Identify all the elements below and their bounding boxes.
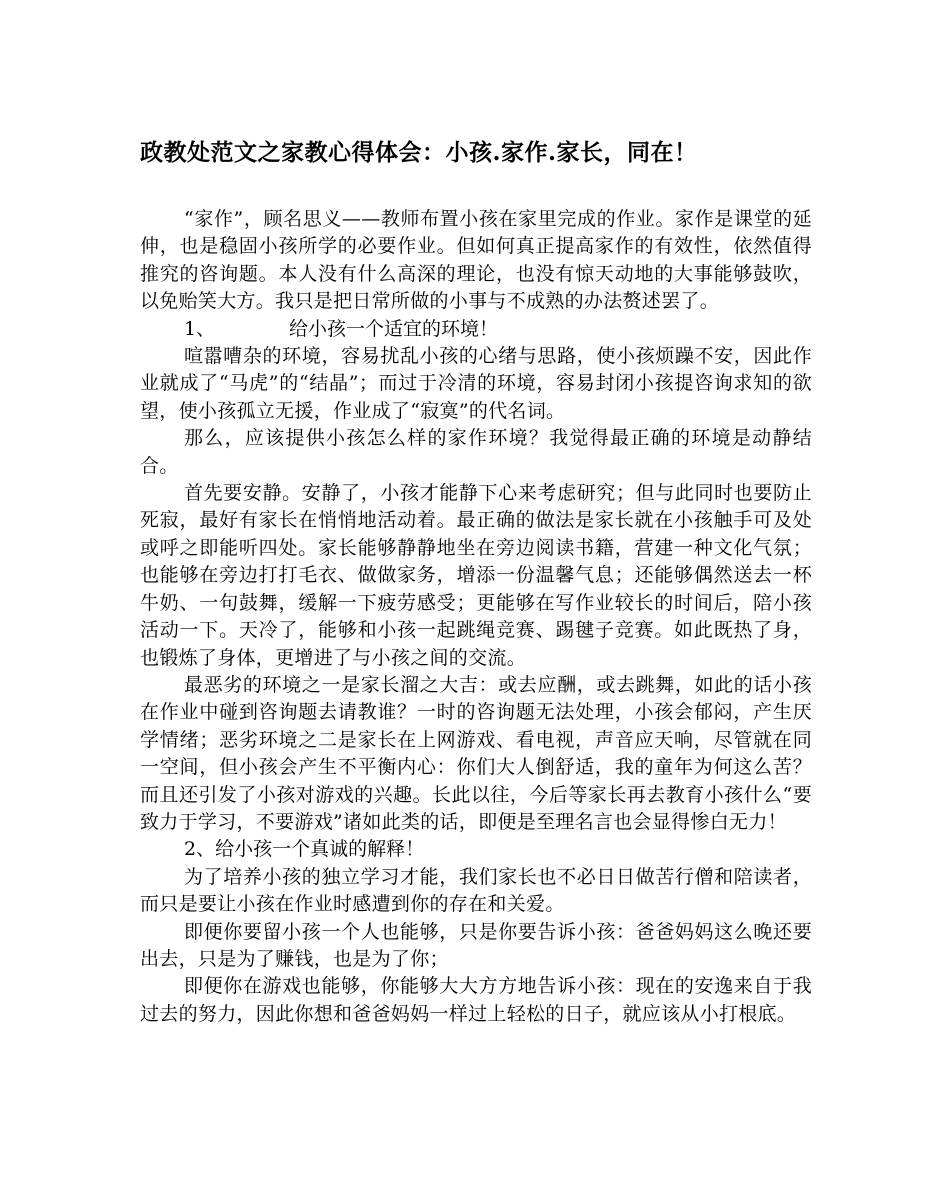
section-heading-2: 2、给小孩一个真诚的解释！ <box>184 838 425 861</box>
section-title-1: 给小孩一个适宜的环境！ <box>289 317 499 340</box>
paragraph-environment-noise: 喧嚣嘈杂的环境，容易扰乱小孩的心绪与思路，使小孩烦躁不安，因此作业就成了“马虎”的“结晶”；而过于冷清的环境，容易封闭小孩提咨询求知的欲望，使小孩孤立无援，作业成了“寂寞”的代名词。 <box>140 345 812 422</box>
document-title: 政教处范文之家教心得体会：小孩.家作.家长，同在！ <box>140 139 698 166</box>
paragraph-explanation-leave: 即便你要留小孩一个人也能够，只是你要告诉小孩：爸爸妈妈这么晚还要出去，只是为了赚钱，也是为了你； <box>140 920 812 970</box>
paragraph-environment-bad: 最恶劣的环境之一是家长溜之大吉：或去应酬，或去跳舞，如此的话小孩在作业中碰到咨询题去请教谁？一时的咨询题无法处理，小孩会郁闷，产生厌学情绪；恶劣环境之二是家长在上网游戏、看电视，声音应天响，尽管就在同一空间，但小孩会产生不平衡内心：你们大人倒舒适，我的童年为何这么苦？而且还引发了小孩对游戏的兴趣。长此以往，今后等家长再去教育小孩什么“要致力于学习，不要游戏”诸如此类的话，即便是至理名言也会显得惨白无力！ <box>140 673 812 833</box>
paragraph-environment-question: 那么，应该提供小孩怎么样的家作环境？我觉得最正确的环境是动静结合。 <box>140 427 812 477</box>
document-body <box>140 206 812 1028</box>
paragraph-intro: “家作”，顾名思义——教师布置小孩在家里完成的作业。家作是课堂的延伸，也是稳固小孩所学的必要作业。但如何真正提高家作的有效性，依然值得推究的咨询题。本人没有什么高深的理论，也没有惊天动地的大事能够鼓吹，以免贻笑大方。我只是把日常所做的小事与不成熟的办法赘述罢了。 <box>140 208 812 313</box>
paragraph-explanation-games: 即便你在游戏也能够，你能够大大方方地告诉小孩：现在的安逸来自于我过去的努力，因此你想和爸爸妈妈一样过上轻松的日子，就应该从小打根底。 <box>140 975 812 1025</box>
paragraph-environment-quiet: 首先要安静。安静了，小孩才能静下心来考虑研究；但与此同时也要防止死寂，最好有家长在悄悄地活动着。最正确的做法是家长就在小孩触手可及处或呼之即能听四处。家长能够静静地坐在旁边阅读书籍，营建一种文化气氛；也能够在旁边打打毛衣、做做家务，增添一份温馨气息；还能够偶然送去一杯牛奶、一句鼓舞，缓解一下疲劳感受；更能够在写作业较长的时间后，陪小孩活动一下。天冷了，能够和小孩一起跳绳竞赛、踢毽子竞赛。如此既热了身，也锻炼了身体，更增进了与小孩之间的交流。 <box>140 482 812 669</box>
section-number-1: 1、 <box>184 317 216 340</box>
paragraph-explanation-intro: 为了培养小孩的独立学习才能，我们家长也不必日日做苦行僧和陪读者，而只是要让小孩在作业时感遭到你的存在和关爱。 <box>140 865 812 916</box>
section-heading-1 <box>140 316 812 343</box>
